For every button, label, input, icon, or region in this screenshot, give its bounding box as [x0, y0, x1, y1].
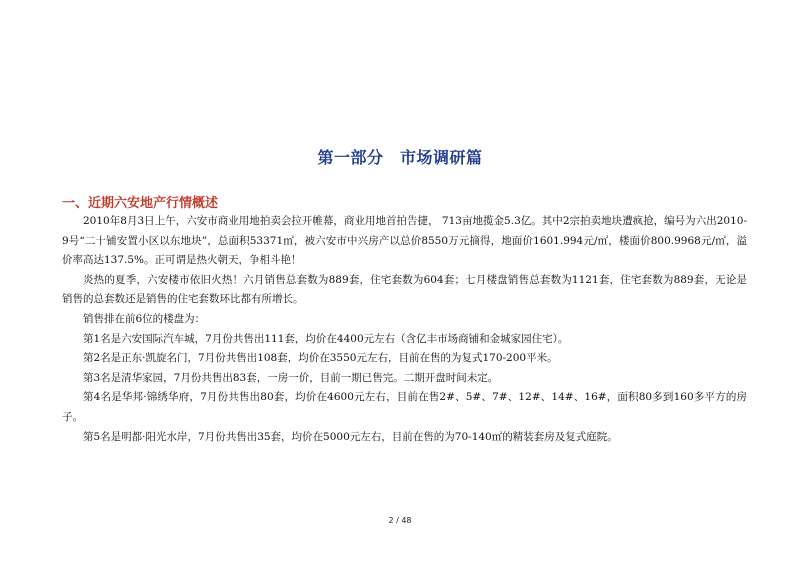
paragraph-rank-2: 第2名是正东·凯旋名门，7月份共售出108套，均价在3550元左右，目前在售的为复式170-200平米。 [83, 352, 558, 365]
paragraph-rank-4: 第4名是华邦·锦绣华府，7月份共售出80套，均价在4600元左右，目前在售2#、5#、7#、12#、14#、16#，面积80多到160多平方的房子。 [62, 391, 747, 423]
part-title: 第一部分 市场调研篇 [317, 148, 483, 167]
paragraph-rank-3: 第3名是清华家园，7月份共售出83套，一房一价，目前一期已售完。二期开盘时间未定。 [83, 371, 499, 384]
paragraph-top-sellers-intro: 销售排在前6位的楼盘为： [83, 312, 206, 325]
section-heading: 一、近期六安地产行情概述 [62, 196, 219, 211]
page-number: 2 / 48 [388, 516, 412, 525]
paragraph-land-auction: 2010年8月3日上午，六安市商业用地拍卖会拉开帷幕，商业用地首拍告捷， 713亩地揽金5.3亿。其中2宗拍卖地块遭疯抢，编号为六出2010-9号“二十铺安置小区以东地块”，总面积53371㎡，被六安市中兴房产以总价8550万元摘得，地面价1601.994元/㎡，楼面价800.9968元/㎡，溢价率高达137.5%。正可谓是热火朝天，争相斗艳！ [62, 215, 747, 267]
paragraph-rank-1: 第1名是六安国际汽车城，7月份共售出111套，均价在4400元左右（含亿丰市场商铺和金城家园住宅）。 [83, 332, 569, 345]
body-text [62, 212, 747, 447]
paragraph-rank-5: 第5名是明都·阳光水岸，7月份共售出35套，均价在5000元左右，目前在售的为70-140㎡的精装套房及复式庭院。 [83, 430, 618, 443]
paragraph-summer-market: 炎热的夏季，六安楼市依旧火热！六月销售总套数为889套，住宅套数为604套；七月楼盘销售总套数为1121套，住宅套数为889套，无论是销售的总套数还是销售的住宅套数环比都有所增长。 [62, 273, 747, 306]
